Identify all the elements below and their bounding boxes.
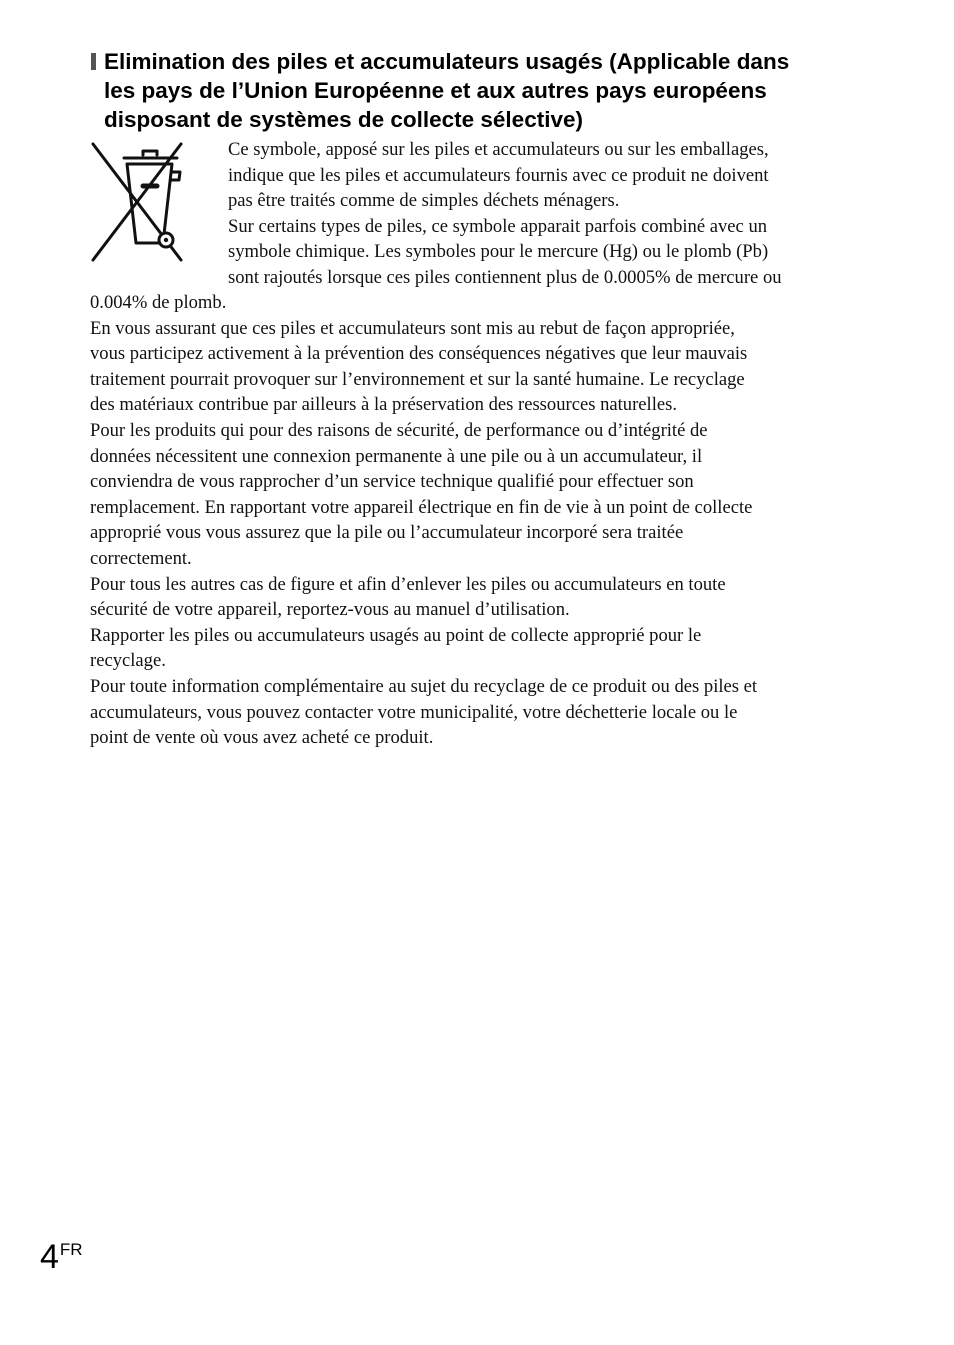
text-line: indique que les piles et accumulateurs fournis avec ce produit ne doivent (228, 164, 769, 186)
body-text (90, 290, 757, 751)
crossed-out-wheeled-bin-icon (91, 142, 183, 262)
text-line: sécurité de votre appareil, reportez-vous au manuel d’utilisation. (90, 599, 570, 621)
page-number (40, 1237, 83, 1277)
heading-line: Elimination des piles et accumulateurs usagés (Applicable dans (104, 49, 790, 74)
text-line: données nécessitent une connexion permanente à une pile ou à un accumulateur, il (90, 445, 703, 467)
text-line: correctement. (90, 547, 192, 569)
text-line: vous participez activement à la prévention des conséquences négatives que leur mauvais (90, 343, 748, 365)
text-line: accumulateurs, vous pouvez contacter votre municipalité, votre déchetterie locale ou le (90, 701, 738, 723)
text-line: des matériaux contribue par ailleurs à la préservation des ressources naturelles. (90, 394, 678, 416)
text-line: approprié vous vous assurez que la pile ou l’accumulateur incorporé sera traitée (90, 522, 684, 544)
intro-paragraph (228, 137, 782, 291)
page-number-value: 4 (40, 1238, 59, 1276)
text-line: traitement pourrait provoquer sur l’environnement et sur la santé humaine. Le recyclage (90, 368, 745, 390)
text-line: recyclage. (90, 650, 166, 672)
text-line: point de vente où vous avez acheté ce produit. (90, 727, 434, 749)
text-line: En vous assurant que ces piles et accumulateurs sont mis au rebut de façon appropriée, (90, 317, 735, 339)
language-code: FR (59, 1240, 83, 1259)
text-line: conviendra de vous rapprocher d’un service technique qualifié pour effectuer son (90, 471, 694, 493)
text-line: pas être traités comme de simples déchets ménagers. (228, 190, 620, 212)
text-line: 0.004% de plomb. (90, 292, 227, 313)
text-line: Sur certains types de piles, ce symbole apparait parfois combiné avec un (228, 215, 768, 237)
text-line: Pour tous les autres cas de figure et afin d’enlever les piles ou accumulateurs en toute (90, 573, 726, 595)
text-line: Pour les produits qui pour des raisons de sécurité, de performance ou d’intégrité de (90, 419, 708, 441)
heading-marker (91, 53, 96, 70)
text-line: remplacement. En rapportant votre appareil électrique en fin de vie à un point de collecte (90, 496, 753, 518)
heading-line: les pays de l’Union Européenne et aux autres pays européens (104, 78, 767, 103)
text-line: Ce symbole, apposé sur les piles et accumulateurs ou sur les emballages, (228, 139, 769, 160)
heading-line: disposant de systèmes de collecte sélective) (104, 107, 583, 132)
text-line: symbole chimique. Les symboles pour le mercure (Hg) ou le plomb (Pb) (228, 241, 769, 263)
text-line: sont rajoutés lorsque ces piles contiennent plus de 0.0005% de mercure ou (228, 266, 782, 288)
text-line: Rapporter les piles ou accumulateurs usagés au point de collecte approprié pour le (90, 624, 702, 646)
text-line: Pour toute information complémentaire au sujet du recyclage de ce produit ou des piles et (90, 675, 758, 697)
section-heading (104, 47, 864, 134)
